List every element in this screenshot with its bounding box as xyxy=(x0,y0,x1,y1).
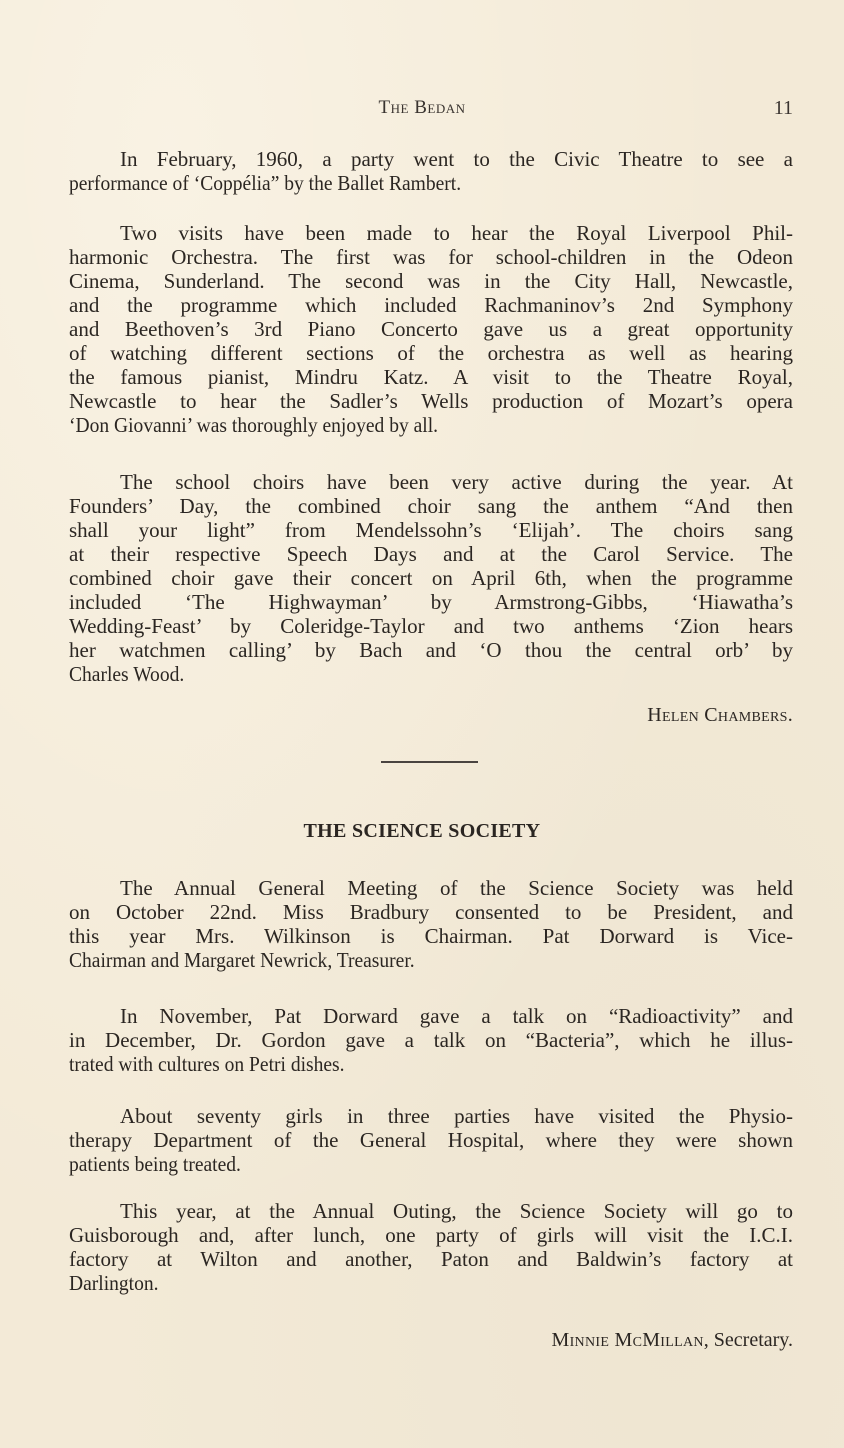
paragraph-school-choirs xyxy=(69,470,793,686)
text-line: included ‘The Highwayman’ by Armstrong-Gibbs, ‘Hiawatha’s xyxy=(69,590,793,614)
text-line: Charles Wood. xyxy=(69,662,185,686)
text-line: and the programme which included Rachmaninov’s 2nd Symphony xyxy=(69,293,793,317)
text-line: Two visits have been made to hear the Royal Liverpool Phil- xyxy=(120,221,793,245)
text-line: Cinema, Sunderland. The second was in the City Hall, Newcastle, xyxy=(69,269,793,293)
text-line: at their respective Speech Days and at the Carol Service. The xyxy=(69,542,793,566)
secretary-name: Minnie McMillan xyxy=(551,1329,704,1351)
text-line: performance of ‘Coppélia” by the Ballet Rambert. xyxy=(69,171,462,195)
text-line: Guisborough and, after lunch, one party of girls will visit the I.C.I. xyxy=(69,1223,793,1247)
text-line: of watching different sections of the orchestra as well as hearing xyxy=(69,341,793,365)
text-line: About seventy girls in three parties have visited the Physio- xyxy=(120,1104,793,1128)
text-line: Darlington. xyxy=(69,1271,159,1295)
text-line: her watchmen calling’ by Bach and ‘O thou the central orb’ by xyxy=(69,638,793,662)
text-line: factory at Wilton and another, Paton and Baldwin’s factory at xyxy=(69,1247,793,1271)
publication-title xyxy=(0,97,844,119)
page-number: 11 xyxy=(773,97,793,119)
paragraph-annual-outing xyxy=(69,1199,793,1295)
paragraph-talks xyxy=(69,1004,793,1076)
text-line: patients being treated. xyxy=(69,1152,241,1176)
text-line: in December, Dr. Gordon gave a talk on “Bacteria”, which he illus- xyxy=(69,1028,793,1052)
text-line: Newcastle to hear the Sadler’s Wells production of Mozart’s opera xyxy=(69,389,793,413)
text-line: Wedding-Feast’ by Coleridge-Taylor and two anthems ‘Zion hears xyxy=(69,614,793,638)
text-line: In February, 1960, a party went to the Civic Theatre to see a xyxy=(120,147,793,171)
text-line: ‘Don Giovanni’ was thoroughly enjoyed by all. xyxy=(69,413,439,437)
text-line: harmonic Orchestra. The first was for school-children in the Odeon xyxy=(69,245,793,269)
section-divider xyxy=(381,761,478,763)
text-line: combined choir gave their concert on April 6th, when the programme xyxy=(69,566,793,590)
text-line: this year Mrs. Wilkinson is Chairman. Pat Dorward is Vice- xyxy=(69,924,793,948)
author-name: Helen Chambers. xyxy=(647,704,793,726)
paragraph-orchestra-visits xyxy=(69,221,793,437)
text-line: shall your light” from Mendelssohn’s ‘Elijah’. The choirs sang xyxy=(69,518,793,542)
paragraph-coppelia xyxy=(69,147,793,195)
signature-block-2 xyxy=(69,1328,793,1352)
text-line: therapy Department of the General Hospital, where they were shown xyxy=(69,1128,793,1152)
publication-title-word-1: The xyxy=(378,97,409,118)
secretary-role: , Secretary. xyxy=(703,1329,793,1351)
text-line: The Annual General Meeting of the Science Society was held xyxy=(120,876,793,900)
text-line: Founders’ Day, the combined choir sang the anthem “And then xyxy=(69,494,793,518)
running-head xyxy=(0,97,844,125)
paragraph-hospital-visit xyxy=(69,1104,793,1176)
publication-title-word-2: Bedan xyxy=(414,97,466,118)
text-line: on October 22nd. Miss Bradbury consented to be President, and xyxy=(69,900,793,924)
text-line: This year, at the Annual Outing, the Science Society will go to xyxy=(120,1199,793,1223)
section-heading: THE SCIENCE SOCIETY xyxy=(303,820,541,842)
secretary-signature xyxy=(69,1328,793,1352)
text-line: the famous pianist, Mindru Katz. A visit to the Theatre Royal, xyxy=(69,365,793,389)
text-line: The school choirs have been very active during the year. At xyxy=(120,470,793,494)
text-line: trated with cultures on Petri dishes. xyxy=(69,1052,345,1076)
text-line: In November, Pat Dorward gave a talk on “Radioactivity” and xyxy=(120,1004,793,1028)
text-line: and Beethoven’s 3rd Piano Concerto gave us a great opportunity xyxy=(69,317,793,341)
author-signature xyxy=(69,703,793,727)
signature-block-1 xyxy=(69,703,793,727)
paragraph-agm xyxy=(69,876,793,972)
text-line: Chairman and Margaret Newrick, Treasurer. xyxy=(69,948,415,972)
